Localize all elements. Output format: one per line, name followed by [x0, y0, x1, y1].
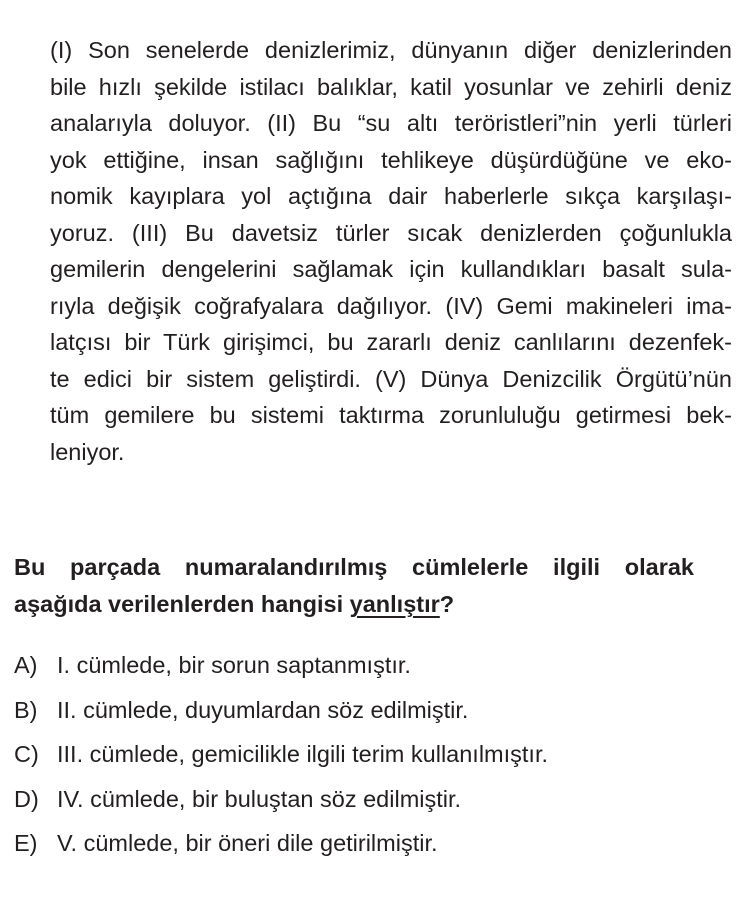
option-text: III. cümlede, gemicilikle ilgili terim kullanılmıştır. [57, 741, 549, 767]
answer-options [14, 643, 734, 866]
option-text: II. cümlede, duyumlardan söz edilmiştir. [57, 696, 469, 723]
option-text: IV. cümlede, bir buluştan söz edilmiştir. [57, 785, 462, 812]
question-line-2 [14, 586, 694, 623]
option-letter: C) [14, 741, 39, 767]
passage-line: analarıyla doluyor. (II) Bu “su altı teröristleri”nin yerli türleri [50, 110, 732, 136]
passage-line: te edici bir sistem geliştirdi. (V) Dünya Denizcilik Örgütü’nün [50, 365, 732, 392]
passage-line: bile hızlı şekilde istilacı balıklar, katil yosunlar ve zehirli deniz [50, 73, 732, 100]
question-line-1: Bu parçada numaralandırılmış cümlelerle ilgili olarak [14, 554, 694, 580]
option-letter: A) [14, 652, 38, 678]
option-text: I. cümlede, bir sorun saptanmıştır. [57, 652, 411, 678]
option-e[interactable] [14, 821, 734, 866]
passage-line: yoruz. (III) Bu davetsiz türler sıcak denizlerden çoğunlukla [50, 219, 732, 246]
option-letter: D) [14, 785, 39, 812]
passage-line: yok ettiğine, insan sağlığını tehlikeye düşürdüğüne ve eko- [50, 146, 732, 173]
passage-text [50, 32, 732, 470]
question-emphasis: yanlıştır [349, 591, 440, 617]
option-b[interactable] [14, 688, 734, 733]
question-line-2-suffix: ? [439, 591, 455, 617]
passage-line: nomik kayıplara yol açtığına dair haberlerle sıkça karşılaşı- [50, 183, 732, 209]
option-letter: B) [14, 696, 38, 723]
passage-line: (I) Son senelerde denizlerimiz, dünyanın diğer denizlerinden [50, 37, 732, 63]
question-line-2-prefix: aşağıda verilenlerden hangisi [14, 591, 350, 617]
option-text: V. cümlede, bir öneri dile getirilmiştir. [57, 830, 438, 856]
option-letter: E) [14, 830, 38, 856]
option-d[interactable] [14, 777, 734, 822]
passage-line: rıyla değişik coğrafyalara dağılıyor. (IV) Gemi makineleri ima- [50, 292, 732, 319]
option-c[interactable] [14, 732, 734, 777]
question-stem [14, 549, 694, 623]
option-a[interactable] [14, 643, 734, 688]
passage-line: leniyor. [50, 438, 125, 465]
passage-line: gemilerin dengelerini sağlamak için kullandıkları basalt sula- [50, 256, 732, 282]
passage-line: latçısı bir Türk girişimci, bu zararlı deniz canlılarını dezenfek- [50, 329, 732, 355]
passage-line: tüm gemilere bu sistemi taktırma zorunluluğu getirmesi bek- [50, 402, 732, 428]
